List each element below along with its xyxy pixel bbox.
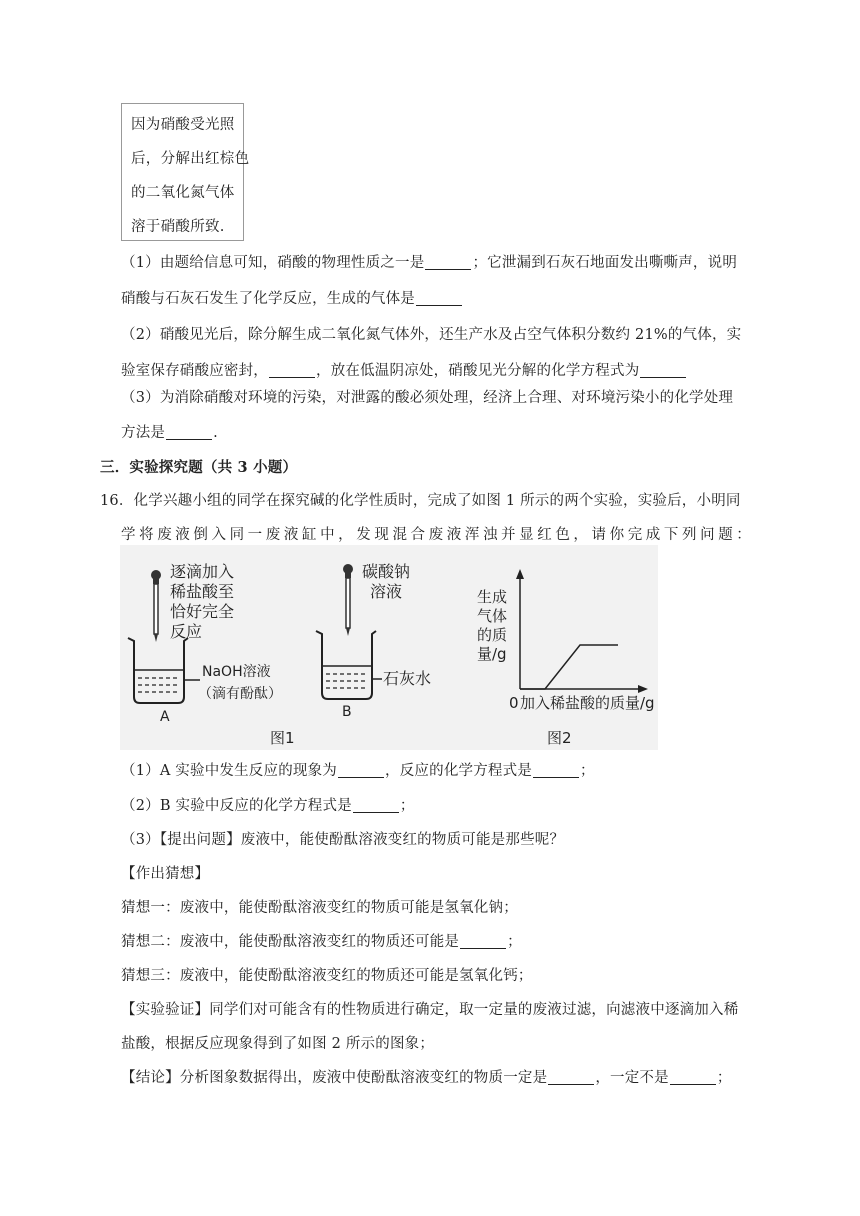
q16-sub1	[121, 759, 595, 780]
box-line: 溶于硝酸所致.	[131, 219, 225, 235]
box-line: 因为硝酸受光照	[131, 117, 235, 133]
text: 猜想二：废液中，能使酚酞溶液变红的物质还可能是	[121, 934, 460, 950]
guess-heading: 【作出猜想】	[121, 866, 210, 882]
answer-blank	[416, 291, 462, 306]
graph-origin-label: 0	[509, 694, 519, 712]
a-drop-label-1: 逐滴加入	[170, 562, 235, 581]
text: 验室保存硝酸应密封，	[121, 363, 268, 379]
section-heading: 三．实验探究题（共 3 小题）	[100, 459, 298, 476]
text: （2）B 实验中反应的化学方程式是	[121, 798, 352, 814]
box-line: 的二氧化氮气体	[131, 185, 235, 201]
verify-line2: 盐酸，根据反应现象得到了如图 2 所示的图象；	[121, 1036, 435, 1052]
b-beaker-label: 石灰水	[383, 669, 432, 688]
text: （1）由题给信息可知，硝酸的物理性质之一是	[121, 255, 425, 271]
graph-y-label-3: 的质	[477, 626, 508, 644]
b-drop-label-1: 碳酸钠	[362, 562, 411, 581]
graph-x-label: 加入稀盐酸的质量/g	[520, 694, 655, 712]
figure-1-caption: 图1	[270, 729, 295, 747]
text: 硝酸与石灰石发生了化学反应，生成的气体是	[121, 291, 415, 307]
verify-line1: 【实验验证】同学们对可能含有的性物质进行确定，取一定量的废液过滤，向滤液中逐滴加入稀	[121, 1002, 739, 1018]
q15-part2-line2	[121, 359, 687, 380]
q16-intro-line1: 16．化学兴趣小组的同学在探究碱的化学性质时，完成了如图 1 所示的两个实验，实验后，小明同	[100, 493, 741, 509]
q16-sub3: （3）【提出问题】废液中，能使酚酞溶液变红的物质可能是那些呢？	[121, 832, 565, 848]
conclusion	[121, 1066, 732, 1087]
explanation-box	[121, 103, 250, 241]
text: ，放在低温阴凉处，硝酸见光分解的化学方程式为	[316, 363, 640, 379]
a-beaker-label-1: NaOH溶液	[202, 664, 271, 680]
text: ；	[507, 934, 522, 950]
answer-blank	[670, 1070, 716, 1085]
a-beaker-label-2: （滴有酚酞）	[198, 686, 282, 702]
guess-1: 猜想一：废液中，能使酚酞溶液变红的物质可能是氢氧化钠；	[121, 900, 518, 916]
text: ；	[399, 798, 415, 814]
text: （1）A 实验中发生反应的现象为	[121, 763, 338, 779]
text: ；	[716, 1070, 732, 1086]
text: 方法是	[121, 425, 166, 441]
answer-blank	[640, 363, 686, 378]
text: 【结论】分析图象数据得出，废液中使酚酞溶液变红的物质一定是	[121, 1070, 548, 1086]
graph-y-label-2: 气体	[477, 607, 508, 625]
a-drop-label-2: 稀盐酸至	[170, 582, 235, 601]
figure-2-caption: 图2	[547, 729, 572, 747]
q15-part1-line2	[121, 287, 463, 308]
b-letter: B	[342, 704, 352, 720]
q15-part3-line1: （3）为消除硝酸对环境的污染，对泄露的酸必须处理，经济上合理、对环境污染小的化学处理	[121, 390, 734, 406]
experiment-figure	[120, 545, 658, 750]
graph-y-label-4: 量/g	[477, 645, 507, 663]
text: .	[213, 425, 218, 441]
text: ，反应的化学方程式是	[385, 763, 533, 779]
b-drop-label-2: 溶液	[370, 582, 403, 601]
answer-blank	[269, 363, 315, 378]
q15-part1-line1	[121, 251, 737, 272]
answer-blank	[548, 1070, 594, 1085]
a-letter: A	[160, 709, 170, 725]
a-drop-label-4: 反应	[170, 622, 203, 641]
a-drop-label-3: 恰好完全	[170, 602, 235, 621]
figure-svg	[120, 545, 658, 750]
q15-part3-line2	[121, 421, 218, 442]
text: ；它泄漏到石灰石地面发出嘶嘶声，说明	[472, 255, 738, 271]
guess-3: 猜想三：废液中，能使酚酞溶液变红的物质还可能是氢氧化钙；	[121, 968, 533, 984]
q15-part2-line1: （2）硝酸见光后，除分解生成二氧化氮气体外，还生产水及占空气体积分数约 21%的气体，实	[121, 327, 742, 343]
answer-blank	[338, 763, 384, 778]
q16-intro-line2: 学将废液倒入同一废液缸中，发现混合废液浑浊并显红色，请你完成下列问题：	[121, 527, 751, 543]
answer-blank	[353, 798, 399, 813]
answer-blank	[533, 763, 579, 778]
text: ，一定不是	[595, 1070, 669, 1086]
text: ；	[580, 763, 595, 779]
answer-blank	[460, 934, 506, 949]
answer-blank	[166, 425, 212, 440]
answer-blank	[425, 255, 471, 270]
box-line: 后，分解出红棕色	[131, 151, 250, 167]
graph-y-label-1: 生成	[477, 588, 508, 606]
guess-2	[121, 930, 522, 951]
q16-sub2	[121, 794, 415, 815]
